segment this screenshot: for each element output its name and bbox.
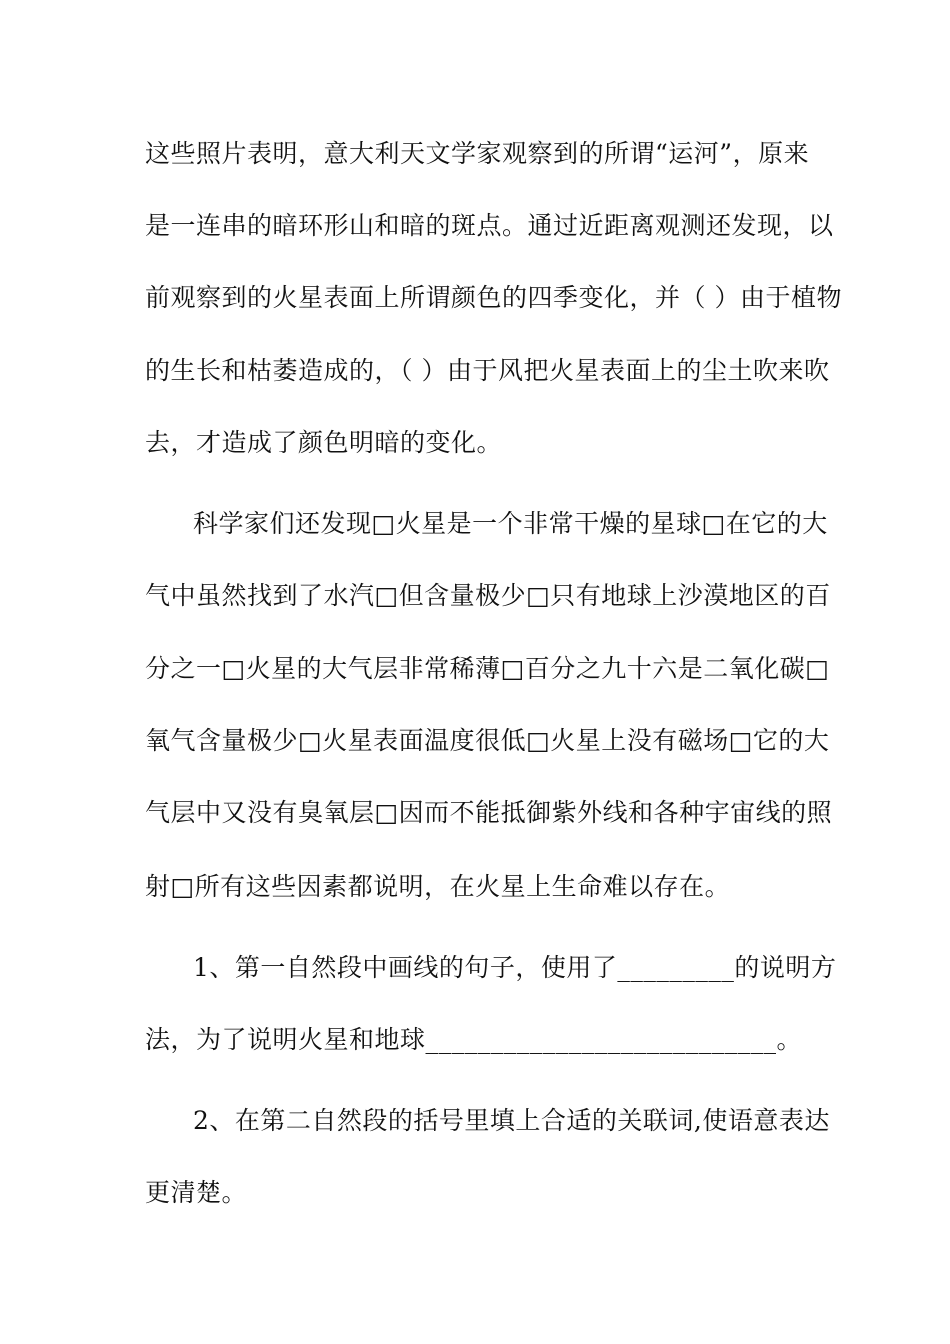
- paragraph-1-line-4: 的生长和枯萎造成的，（ ）由于风把火星表面上的尘土吹来吹: [145, 356, 830, 385]
- question-2-line-2: 更清楚。: [145, 1178, 248, 1207]
- paragraph-1-line-1: 这些照片表明，意大利天文学家观察到的所谓“运河”，原来: [145, 139, 810, 168]
- paragraph-2-line-2: 气中虽然找到了水汽□但含量极少□只有地球上沙漠地区的百: [145, 581, 831, 610]
- paragraph-2-line-1: 科学家们还发现□火星是一个非常干燥的星球□在它的大: [193, 509, 828, 538]
- question-1-line-1: 1、第一自然段中画线的句子，使用了_________的说明方: [193, 953, 837, 982]
- paragraph-2-line-6: 射□所有这些因素都说明，在火星上生命难以存在。: [145, 872, 731, 901]
- paragraph-1-line-5: 去，才造成了颜色明暗的变化。: [145, 428, 503, 457]
- paragraph-2-line-3: 分之一□火星的大气层非常稀薄□百分之九十六是二氧化碳□: [145, 654, 830, 683]
- paragraph-2-line-5: 气层中又没有臭氧层□因而不能抵御紫外线和各种宇宙线的照: [145, 798, 833, 827]
- question-2-line-1: 2、在第二自然段的括号里填上合适的关联词,使语意表达: [193, 1106, 830, 1135]
- paragraph-1-line-3: 前观察到的火星表面上所谓颜色的四季变化，并（ ）由于植物: [145, 283, 842, 312]
- paragraph-1-line-2: 是一连串的暗环形山和暗的斑点。通过近距离观测还发现，以: [145, 211, 834, 240]
- paragraph-2-line-4: 氧气含量极少□火星表面温度很低□火星上没有磁场□它的大: [145, 726, 830, 755]
- question-1-line-2: 法，为了说明火星和地球___________________________。: [145, 1025, 803, 1054]
